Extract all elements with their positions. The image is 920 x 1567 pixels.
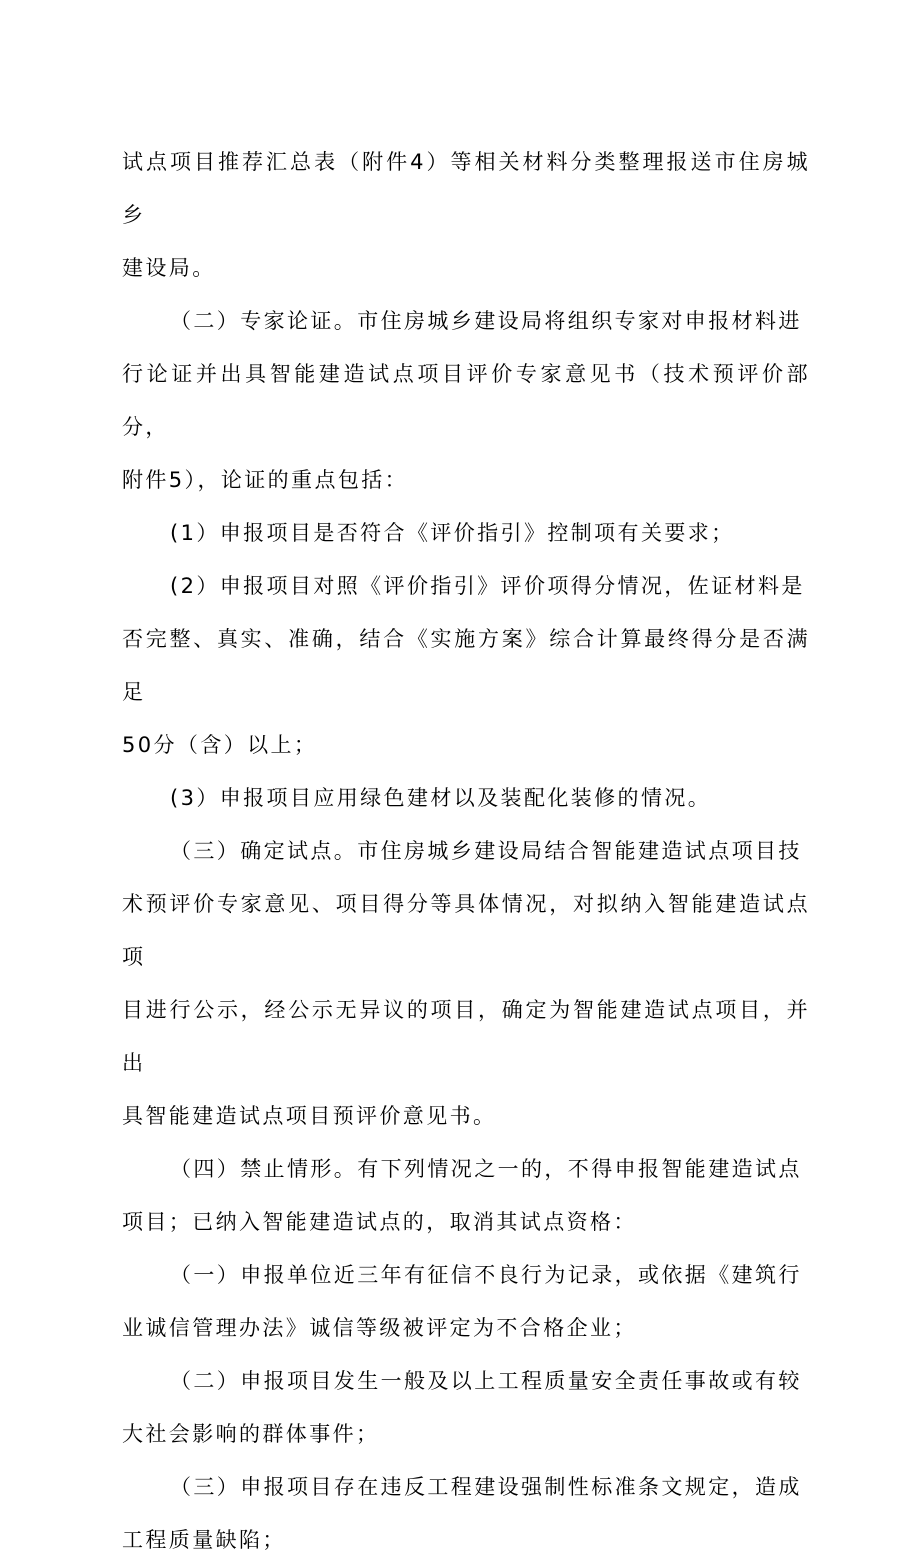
text-line: 目进行公示，经公示无异议的项目，确定为智能建造试点项目，并出 [122,998,810,1075]
paragraph-confirm-pilot [122,825,810,1143]
text-line: 试点项目推荐汇总表（附件4）等相关材料分类整理报送市住房城乡 [122,150,810,227]
text-line: 具智能建造试点项目预评价意见书。 [122,1104,497,1128]
text-line: （一）申报单位近三年有征信不良行为记录，或依据《建筑行 [170,1263,802,1287]
paragraph-prohibited-cases [122,1143,810,1249]
text-line: 业诚信管理办法》诚信等级被评定为不合格企业； [122,1316,637,1340]
text-line: 50分（含）以上； [122,733,318,757]
text-line: 大社会影响的群体事件； [122,1422,380,1446]
paragraph-prohibited-case-1 [122,1249,810,1355]
paragraph-prohibited-case-2 [122,1355,810,1461]
text-line: （四）禁止情形。有下列情况之一的，不得申报智能建造试点 [170,1157,802,1181]
paragraph-submission-continued [122,136,810,295]
text-line: 行论证并出具智能建造试点项目评价专家意见书（技术预评价部分， [122,362,810,439]
text-line: （二）专家论证。市住房城乡建设局将组织专家对申报材料进 [170,309,802,333]
text-line: (1）申报项目是否符合《评价指引》控制项有关要求； [170,521,735,545]
paragraph-review-point-3 [122,772,810,825]
paragraph-expert-review [122,295,810,507]
text-line: 否完整、真实、准确，结合《实施方案》综合计算最终得分是否满足 [122,627,810,704]
text-line: 工程质量缺陷； [122,1528,286,1552]
text-line: （三）申报项目存在违反工程建设强制性标准条文规定，造成 [170,1475,802,1499]
paragraph-review-point-2 [122,560,810,772]
text-line: 术预评价专家意见、项目得分等具体情况，对拟纳入智能建造试点项 [122,892,810,969]
text-line: 附件5），论证的重点包括： [122,468,409,492]
text-line: （三）确定试点。市住房城乡建设局结合智能建造试点项目技 [170,839,802,863]
document-body [122,136,810,1567]
text-line: 建设局。 [122,256,216,280]
text-line: （二）申报项目发生一般及以上工程质量安全责任事故或有较 [170,1369,802,1393]
paragraph-prohibited-case-3 [122,1461,810,1567]
paragraph-review-point-1 [122,507,810,560]
text-line: 项目；已纳入智能建造试点的，取消其试点资格： [122,1210,637,1234]
text-line: (3）申报项目应用绿色建材以及装配化装修的情况。 [170,786,712,810]
text-line: (2）申报项目对照《评价指引》评价项得分情况，佐证材料是 [170,574,805,598]
